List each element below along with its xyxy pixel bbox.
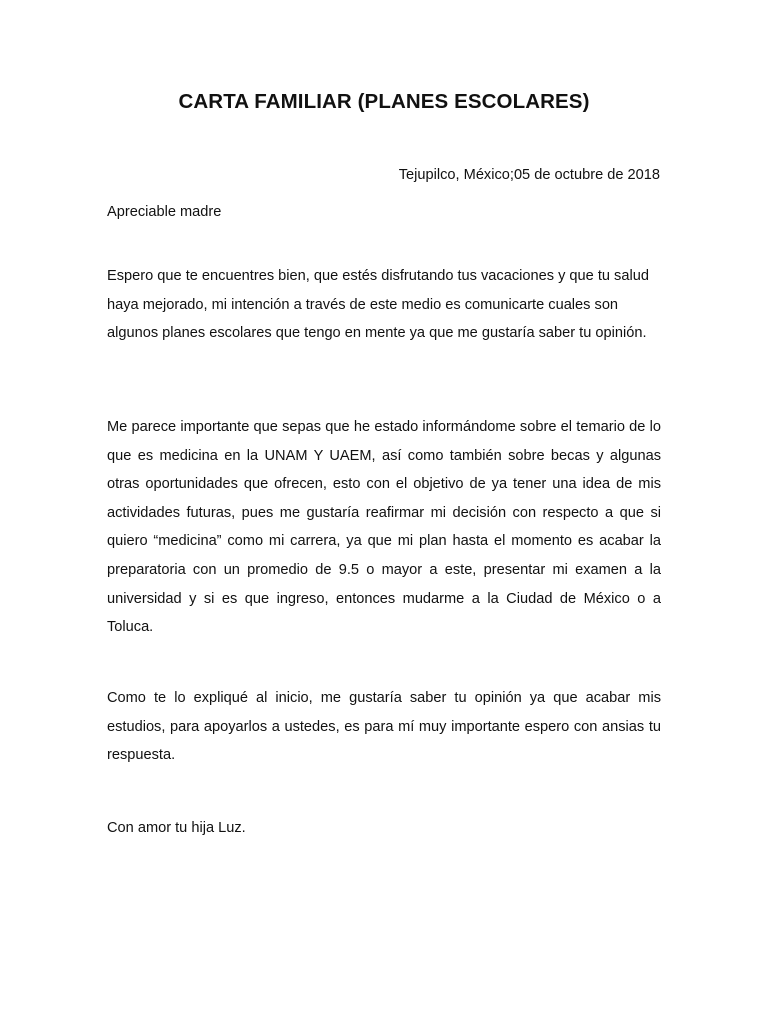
letter-paragraph-2: Me parece importante que sepas que he estado informándome sobre el temario de lo que es medicina en la UNAM Y UAEM, así como también sobre becas y algunas otras oportunidades que ofrecen, esto con el objetivo de ya tener una idea de mis actividades futuras, pues me gustaría reafirmar mi decisión con respecto a que si quiero “medicina” como mi carrera, ya que mi plan hasta el momento es acabar la preparatoria con un promedio de 9.5 o mayor a este, presentar mi examen a la universidad y si es que ingreso, entonces mudarme a la Ciudad de México o a Toluca. (107, 419, 661, 636)
letter-paragraph-3: Como te lo expliqué al inicio, me gustaría saber tu opinión ya que acabar mis estudios, para apoyarlos a ustedes, es para mí muy importante espero con ansias tu respuesta. (107, 690, 661, 764)
letter-salutation: Apreciable madre (107, 204, 222, 220)
letter-closing: Con amor tu hija Luz. (107, 820, 246, 836)
letter-title: CARTA FAMILIAR (PLANES ESCOLARES) (178, 90, 590, 113)
letter-dateline: Tejupilco, México;05 de octubre de 2018 (398, 167, 660, 183)
letter-paragraph-1: Espero que te encuentres bien, que estés disfrutando tus vacaciones y que tu salud haya mejorado, mi intención a través de este medio es comunicarte cuales son algunos planes escolares que tengo en mente ya que me gustaría saber tu opinión. (107, 268, 649, 342)
